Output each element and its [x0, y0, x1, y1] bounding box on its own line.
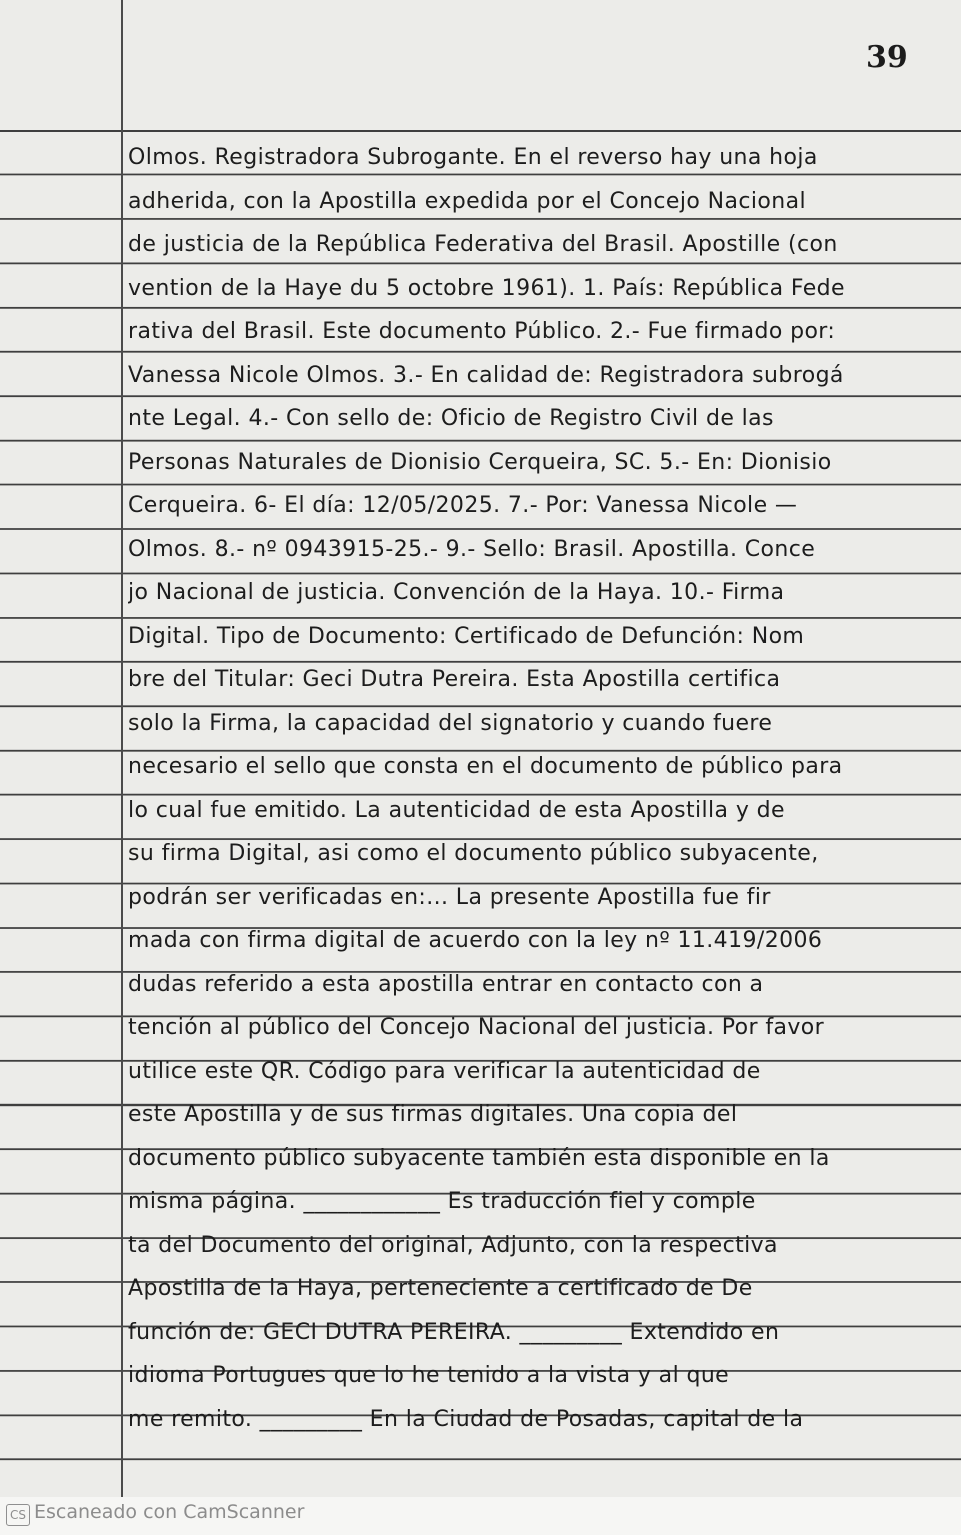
text-line: Digital. Tipo de Documento: Certificado de Defunción: Nom [128, 623, 805, 649]
text-line: Vanessa Nicole Olmos. 3.- En calidad de: Registradora subrogá [128, 362, 844, 388]
text-line: ta del Documento del original, Adjunto, con la respectiva [128, 1232, 778, 1258]
text-line: de justicia de la República Federativa del Brasil. Apostille (con [128, 232, 838, 257]
text-line: jo Nacional de justicia. Convención de la Haya. 10.- Firma [128, 580, 785, 605]
text-line: Personas Naturales de Dionisio Cerqueira, SC. 5.- En: Dionisio [128, 449, 832, 475]
text-line: lo cual fue emitido. La autenticidad de esta Apostilla y de [128, 797, 785, 823]
text-line: tención al público del Concejo Nacional del justicia. Por favor [128, 1015, 825, 1040]
text-line: Apostilla de la Haya, perteneciente a certificado de De [128, 1276, 753, 1301]
text-line: me remito. _________ En la Ciudad de Posadas, capital de la [128, 1406, 804, 1432]
text-line: Olmos. Registradora Subrogante. En el reverso hay una hoja [128, 145, 818, 170]
text-line: misma página. ____________ Es traducción fiel y comple [128, 1189, 756, 1214]
camscanner-logo-icon: CS [6, 1504, 30, 1526]
text-line: nte Legal. 4.- Con sello de: Oficio de Registro Civil de las [128, 406, 774, 431]
text-line: vention de la Haye du 5 octobre 1961). 1. País: República Fede [128, 275, 845, 301]
text-line: rativa del Brasil. Este documento Público. 2.- Fue firmado por: [128, 319, 836, 344]
text-line: documento público subyacente también esta disponible en la [128, 1145, 830, 1171]
header-rule [0, 130, 961, 132]
text-line: adherida, con la Apostilla expedida por el Concejo Nacional [128, 188, 806, 214]
scanner-watermark: Escaneado con CamScanner [34, 1501, 305, 1523]
text-line: idioma Portugues que lo he tenido a la vista y al que [128, 1363, 730, 1388]
text-line: este Apostilla y de sus firmas digitales. Una copia del [128, 1102, 738, 1127]
text-line: utilice este QR. Código para verificar la autenticidad de [128, 1058, 761, 1084]
text-line: Cerqueira. 6- El día: 12/05/2025. 7.- Por: Vanessa Nicole — [128, 493, 798, 518]
text-line: función de: GECI DUTRA PEREIRA. _________ Extendido en [128, 1319, 780, 1345]
text-line: necesario el sello que consta en el documento de público para [128, 754, 843, 779]
margin-line [121, 0, 123, 1500]
page-header-area [0, 0, 961, 132]
text-line: dudas referido a esta apostilla entrar en contacto con a [128, 971, 764, 997]
text-line: podrán ser verificadas en:... La presente Apostilla fue fir [128, 884, 771, 910]
text-line: Olmos. 8.- nº 0943915-25.- 9.- Sello: Brasil. Apostilla. Conce [128, 536, 816, 562]
page-number: 39 [866, 40, 908, 75]
handwritten-text [128, 138, 961, 1443]
text-line: solo la Firma, la capacidad del signatorio y cuando fuere [128, 710, 773, 736]
text-line: mada con firma digital de acuerdo con la ley nº 11.419/2006 [128, 928, 823, 953]
text-line: su firma Digital, asi como el documento público subyacente, [128, 841, 819, 866]
text-line: bre del Titular: Geci Dutra Pereira. Esta Apostilla certifica [128, 667, 781, 692]
